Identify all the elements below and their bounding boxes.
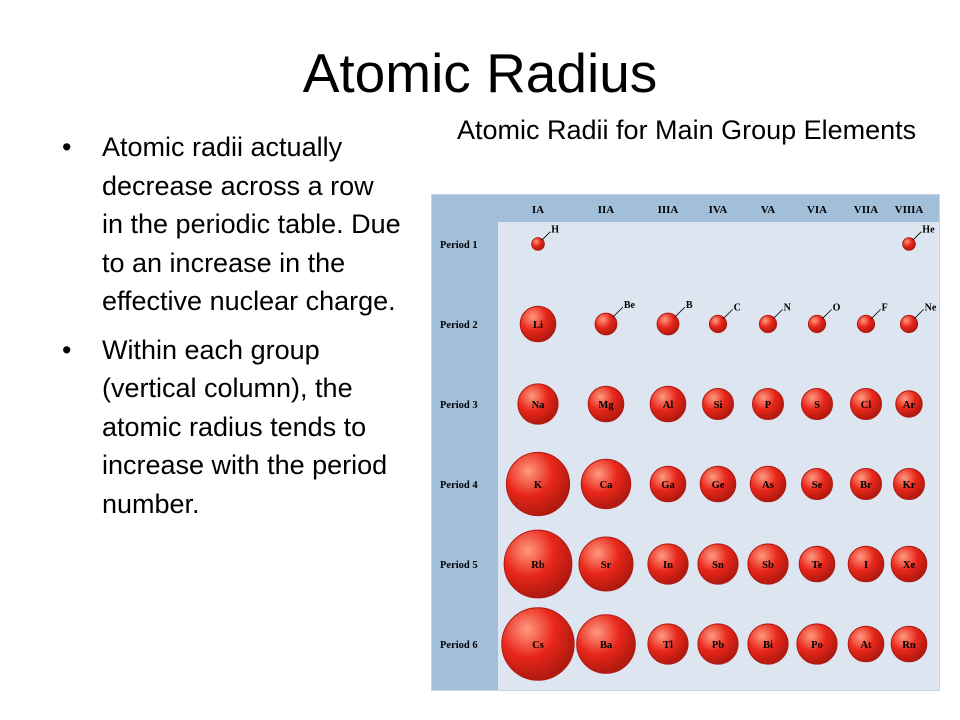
atom-sn — [698, 544, 738, 584]
atom-as — [750, 466, 786, 502]
atom-symbol: Se — [811, 480, 823, 491]
atom-symbol: Sb — [762, 560, 774, 571]
atom-mg — [588, 386, 624, 422]
atomic-radii-diagram — [432, 195, 939, 690]
atom-si — [703, 389, 734, 420]
bullet-list — [62, 128, 402, 533]
atom-ca — [581, 459, 630, 508]
atom-symbol: F — [881, 302, 888, 314]
atom-cs — [502, 608, 574, 680]
atom-symbol: O — [832, 302, 841, 314]
atom-symbol: Ca — [599, 480, 613, 491]
atom-symbol: Cl — [860, 400, 872, 411]
bullet-text: Atomic radii actually decrease across a row in the periodic table. Due to an increase in the effective nuclear charge. — [102, 132, 401, 316]
atom-symbol: Ga — [661, 480, 675, 491]
atom-ba — [577, 615, 636, 674]
atom-in — [648, 544, 688, 584]
atom-symbol: Sn — [712, 560, 724, 571]
atom-i — [848, 546, 884, 582]
atom-symbol: C — [733, 302, 741, 314]
atom-symbol: Sr — [600, 560, 612, 571]
atom-bi — [748, 624, 788, 664]
atom-symbol: Be — [623, 300, 636, 312]
figure-title: Atomic Radii for Main Group Elements — [457, 115, 917, 145]
period-label: Period 1 — [440, 240, 478, 251]
atom-c — [709, 302, 740, 332]
atom-symbol: Kr — [902, 480, 916, 491]
group-label: VIA — [806, 204, 828, 216]
atomic-radii-table — [431, 194, 940, 691]
period-label: Period 6 — [440, 640, 478, 651]
period-label: Period 2 — [440, 320, 478, 331]
atom-symbol: Pb — [711, 640, 725, 651]
atom-symbol: As — [762, 480, 774, 491]
atom-h — [532, 225, 560, 251]
atom-p — [753, 389, 784, 420]
period-label-band — [432, 195, 498, 690]
atom-sr — [579, 537, 633, 591]
atom-leader-line — [773, 309, 782, 318]
atom-sb — [748, 544, 788, 584]
atom-symbol: I — [863, 560, 869, 571]
atom-symbol: Bi — [763, 640, 773, 651]
atom-xe — [891, 546, 927, 582]
atom-leader-line — [871, 309, 880, 318]
atom-te — [799, 546, 835, 582]
atom-symbol: K — [533, 480, 543, 491]
atom-symbol: S — [814, 400, 820, 411]
atom-symbol: Li — [533, 320, 543, 331]
atom-symbol: N — [783, 302, 791, 314]
atom-tl — [648, 624, 688, 664]
atom-symbol: Na — [531, 400, 545, 411]
period-label: Period 4 — [440, 480, 478, 491]
atom-symbol: Si — [713, 400, 723, 411]
atom-symbol: In — [663, 560, 673, 571]
atom-o — [808, 302, 840, 332]
atom-at — [848, 626, 884, 662]
bullet-dot-icon: • — [62, 132, 72, 162]
atom-k — [506, 452, 569, 515]
atom-leader-line — [613, 307, 623, 317]
slide-title: Atomic Radius — [302, 42, 658, 104]
atom-na — [518, 384, 558, 424]
atom-ne — [900, 302, 936, 332]
atom-leader-line — [822, 309, 831, 318]
atom-symbol: Po — [811, 640, 823, 651]
atom-symbol: Xe — [902, 560, 916, 571]
atom-symbol: At — [860, 640, 872, 651]
atom-leader-line — [723, 309, 732, 318]
group-label: VIIIA — [894, 204, 924, 216]
group-label: IA — [531, 204, 545, 216]
atom-cl — [851, 389, 882, 420]
group-label: IIIA — [657, 204, 679, 216]
atom-symbol: Ar — [902, 400, 916, 411]
atom-symbol: Rb — [531, 560, 545, 571]
group-label: IIA — [597, 204, 615, 216]
atom-be — [595, 300, 635, 335]
atom-symbol: He — [922, 224, 935, 236]
atom-ge — [700, 466, 736, 502]
atom-symbol: Ge — [711, 480, 725, 491]
atom-ar — [896, 391, 922, 417]
atom-symbol: B — [685, 300, 693, 312]
atom-n — [759, 302, 791, 332]
atom-ga — [650, 466, 686, 502]
bullet-item — [62, 331, 402, 524]
atom-symbol: Ba — [599, 640, 613, 651]
atom-rb — [504, 530, 572, 598]
atom-s — [802, 389, 833, 420]
atom-leader-line — [913, 232, 922, 241]
atom-symbol: Mg — [598, 400, 614, 411]
atom-leader-line — [675, 307, 685, 317]
group-label: IVA — [708, 204, 728, 216]
period-label: Period 3 — [440, 400, 478, 411]
atom-symbol: Rn — [902, 640, 916, 651]
bullet-item — [62, 128, 402, 321]
atom-f — [857, 302, 887, 332]
atom-br — [851, 469, 882, 500]
atom-kr — [894, 469, 925, 500]
atom-leader-line — [542, 232, 551, 241]
atom-rn — [891, 626, 927, 662]
atom-symbol: H — [551, 224, 560, 236]
atom-al — [650, 386, 686, 422]
atom-symbol: Br — [860, 480, 872, 491]
atom-b — [657, 300, 693, 335]
bullet-text: Within each group (vertical column), the atomic radius tends to increase with the period number. — [102, 334, 388, 519]
group-label: VIIA — [853, 204, 879, 216]
atom-po — [797, 624, 837, 664]
atom-symbol: Cs — [532, 640, 544, 651]
bullet-dot-icon: • — [62, 334, 72, 365]
atom-pb — [698, 624, 738, 664]
atom-se — [802, 469, 833, 500]
atom-he — [903, 225, 935, 251]
atom-symbol: Ne — [924, 302, 937, 314]
period-label: Period 5 — [440, 560, 478, 571]
atom-leader-line — [914, 309, 923, 318]
atom-symbol: P — [764, 400, 772, 411]
group-label: VA — [760, 204, 776, 216]
atom-symbol: Te — [811, 560, 823, 571]
atom-li — [520, 306, 556, 342]
atom-symbol: Al — [662, 400, 674, 411]
atom-symbol: Tl — [663, 640, 673, 651]
